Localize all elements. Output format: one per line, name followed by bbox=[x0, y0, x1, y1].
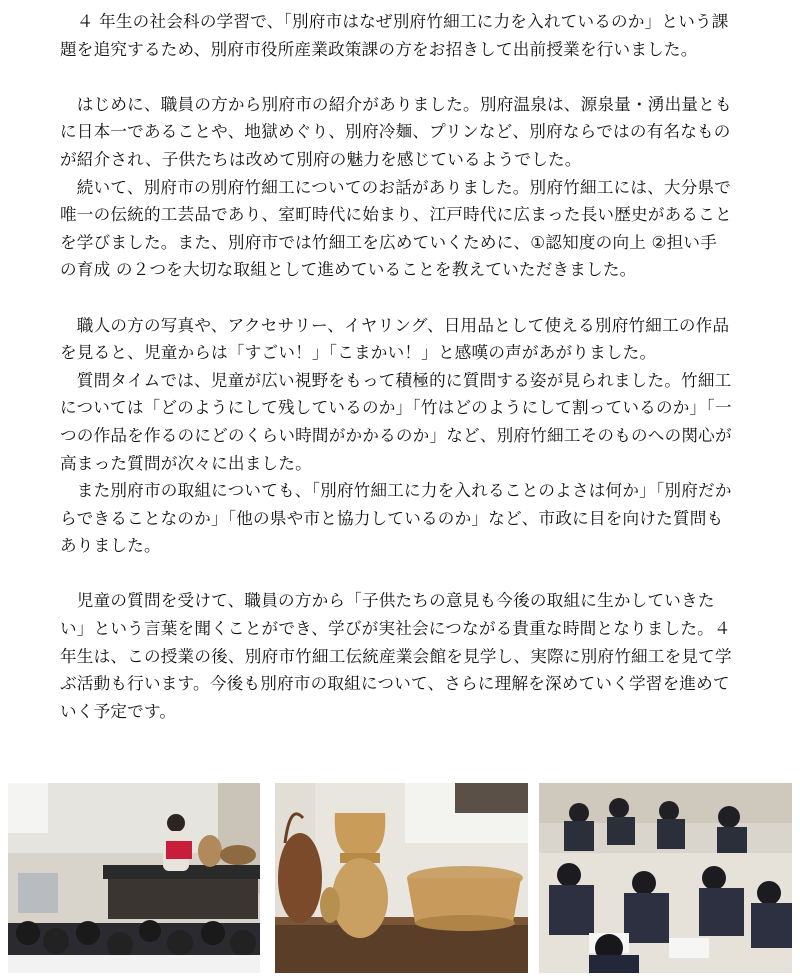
paragraph-gap bbox=[60, 63, 732, 91]
paragraph-conclusion: 児童の質問を受けて、職員の方から「子供たちの意見も今後の取組に生かしていきたい」という言葉を聞くことができ、学びが実社会につながる貴重な時間となりました。４ 年生は、この授業の後、別府市竹細工伝統産業会館を見学し、実際に別府竹細工を見て学ぶ活動も行います。今後も別府市の取組について、さらに理解を深めていく学習を進めていく予定です。 bbox=[60, 591, 737, 721]
paragraph-bamboo-history: 続いて、別府市の別府竹細工についてのお話がありました。別府竹細工には、大分県で唯一の伝統的工芸品であり、室町時代に始まり、江戸時代に広まった長い歴史があることを学びました。また、別府市では竹細工を広めていくために、①認知度の向上 ②担い手の育成 の２つを大切な取組として進めていることを教えていただきました。 bbox=[60, 177, 732, 280]
paragraph-gap bbox=[60, 284, 732, 312]
classroom-lecture-photo bbox=[8, 783, 260, 973]
paragraph-works: 職人の方の写真や、アクセサリー、イヤリング、日用品として使える別府竹細工の作品を見ると、児童からは「すごい！」「こまかい！」と感嘆の声があがりました。 bbox=[60, 315, 730, 363]
paragraph-gap bbox=[60, 560, 732, 588]
paragraph-city-efforts: また別府市の取組についても、「別府竹細工に力を入れることのよさは何か」「別府だからできることなのか」「他の県や市と協力しているのか」など、市政に目を向けた質問もありました。 bbox=[60, 481, 732, 556]
photo-row bbox=[0, 783, 800, 973]
paragraph-questions: 質問タイムでは、児童が広い視野をもって積極的に質問する姿が見られました。竹細工については「どのようにして残しているのか」「竹はどのようにして割っているのか」「一つの作品を作るのにどのくらい時間がかかるのか」など、別府竹細工そのものへの関心が高まった質問が次々に出ました。 bbox=[60, 370, 732, 473]
students-writing-photo bbox=[539, 783, 792, 973]
paragraph-intro: ４ 年生の社会科の学習で、「別府市はなぜ別府竹細工に力を入れているのか」という課題を追究するため、別府市役所産業政策課の方をお招きして出前授業を行いました。 bbox=[60, 12, 729, 59]
bamboo-crafts-photo bbox=[275, 783, 528, 973]
article-body bbox=[60, 8, 737, 725]
paragraph-city-intro: はじめに、職員の方から別府市の紹介がありました。別府温泉は、源泉量・湧出量ともに日本一であることや、地獄めぐり、別府冷麺、プリンなど、別府ならではの有名なものが紹介され、子供たちは改めて別府の魅力を感じているようでした。 bbox=[60, 94, 732, 169]
